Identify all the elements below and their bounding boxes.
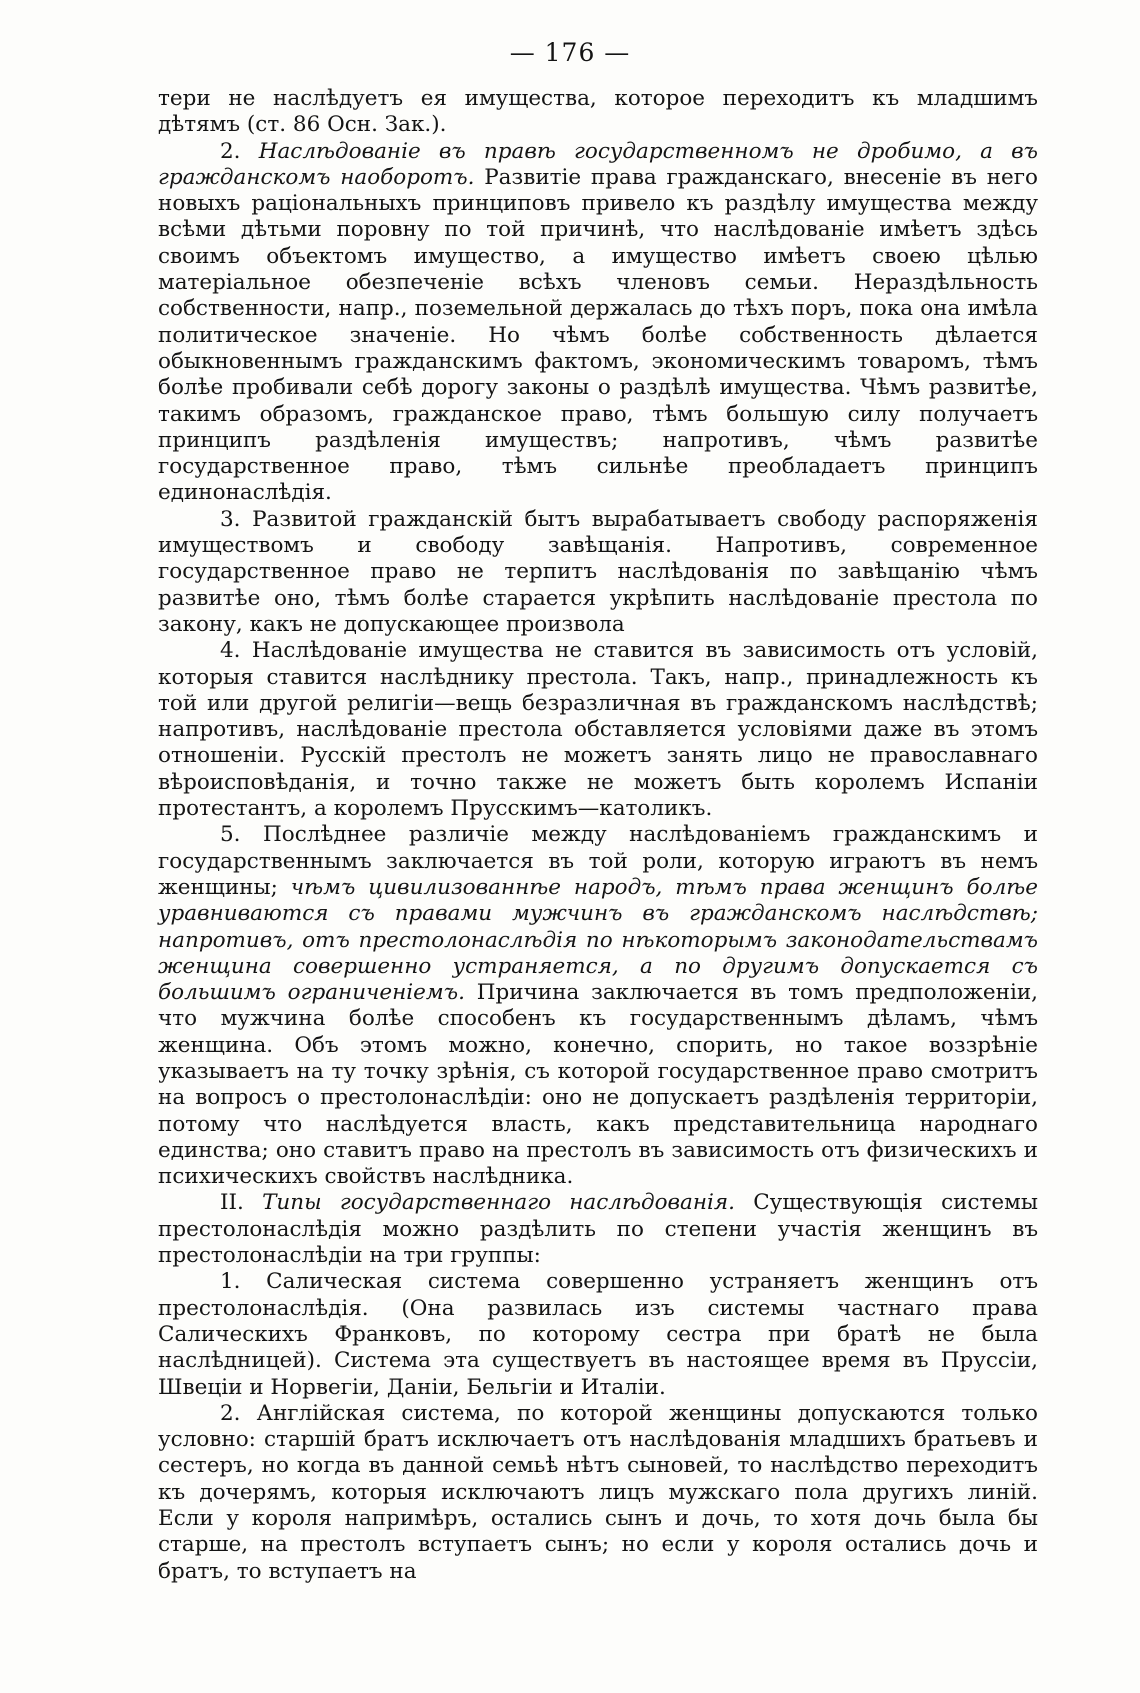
- paragraph-5-text-b: Причина заключается въ томъ предположеніи, что мужчина болѣе способенъ къ государственнымъ дѣламъ, чѣмъ женщина. Объ этомъ можно, конечно, спорить, но такое воззрѣніе указываетъ на ту точку зрѣнія, съ которой государственное право смотритъ на вопросъ о престолонаслѣдіи: оно не допускаетъ раздѣленія территоріи, потому что наслѣдуется власть, какъ представительница народнаго единства; оно ставитъ право на престолъ въ зависимость отъ физическихъ и психическихъ свойствъ наслѣдника.: [158, 980, 1038, 1190]
- paragraph-2-text: Развитіе права гражданскаго, внесеніе въ него новыхъ раціональныхъ принциповъ привело къ раздѣлу имущества между всѣми дѣтьми поровну по той причинѣ, что наслѣдованіе имѣетъ здѣсь своимъ объектомъ имущество, а имущество имѣетъ своею цѣлью матеріальное обезпеченіе всѣхъ членовъ семьи. Нераздѣльность собственности, напр., поземельной держалась до тѣхъ поръ, пока она имѣла политическое значеніе. Но чѣмъ болѣе собственность дѣлается обыкновеннымъ гражданскимъ фактомъ, экономическимъ товаромъ, тѣмъ болѣе пробивали себѣ дорогу законы о раздѣлѣ имущества. Чѣмъ развитѣе, такимъ образомъ, гражданское право, тѣмъ большую силу получаетъ принципъ раздѣленія имуществъ; напротивъ, чѣмъ развитѣе государственное право, тѣмъ сильнѣе преобладаетъ принципъ единонаслѣдія.: [158, 164, 1038, 506]
- section-ii-heading: Типы государственнаго наслѣдованія.: [262, 1190, 735, 1216]
- paragraph-3: 3. Развитой гражданскій бытъ вырабатываетъ свободу распоряженія имуществомъ и свободу завѣщанія. Напротивъ, современное государственное право не терпитъ наслѣдованія по завѣщанію чѣмъ развитѣе оно, тѣмъ болѣе старается укрѣпить наслѣдованіе престола по закону, какъ не допускающее произвола: [158, 506, 1038, 637]
- list-item-english: 2. Англійская система, по которой женщины допускаются только условно: старшій братъ исключаетъ отъ наслѣдованія младшихъ братьевъ и сестеръ, но когда въ данной семьѣ нѣтъ сыновей, то наслѣдство переходитъ къ дочерямъ, которыя исключаютъ лицъ мужскаго пола другихъ линій. Если у короля напримѣръ, остались сынъ и дочь, то хотя дочь была бы старше, на престолъ вступаетъ сынъ; но если у короля остались дочь и братъ, то вступаетъ на: [158, 1400, 1038, 1584]
- paragraph-4: 4. Наслѣдованіе имущества не ставится въ зависимость отъ условій, которыя ставится наслѣднику престола. Такъ, напр., принадлежность къ той или другой религіи—вещь безразличная въ гражданскомъ наслѣдствѣ; напротивъ, наслѣдованіе престола обставляется условіями даже въ этомъ отношеніи. Русскій престолъ не можетъ занять лицо не православнаго вѣроисповѣданія, и точно также не можетъ быть королемъ Испаніи протестантъ, а королемъ Прусскимъ—католикъ.: [158, 638, 1038, 822]
- paragraph-5-text-a: 5. Послѣднее различіе между наслѣдованіемъ гражданскимъ и государственнымъ заключается въ той роли, которую играютъ въ немъ женщины;: [158, 822, 1038, 900]
- section-ii-number: II.: [220, 1190, 244, 1216]
- page-number: — 176 —: [509, 38, 631, 67]
- paragraph-5: [158, 822, 1038, 1190]
- paragraph-2: [158, 139, 1038, 507]
- section-ii-text: Существующія системы престолонаслѣдія можно раздѣлить по степени участія женщинъ въ престолонаслѣдіи на три группы:: [158, 1190, 1038, 1269]
- page-body: [158, 86, 1038, 1585]
- section-ii: [158, 1190, 1038, 1269]
- paragraph-2-number: 2.: [220, 138, 241, 164]
- paragraph-2-heading: Наслѣдованіе въ правѣ государственномъ не дробимо, а въ гражданскомъ наоборотъ.: [158, 138, 1038, 190]
- list-item-salic: 1. Салическая система совершенно устраняетъ женщинъ отъ престолонаслѣдія. (Она развилась изъ системы частнаго права Салическихъ Франковъ, по которому сестра при братѣ не была наслѣдницей). Система эта существуетъ въ настоящее время въ Пруссіи, Швеціи и Норвегіи, Даніи, Бельгіи и Италіи.: [158, 1269, 1038, 1400]
- paragraph-5-italic: чѣмъ цивилизованнѣе народъ, тѣмъ права женщинъ болѣе уравниваются съ правами мужчинъ въ гражданскомъ наслѣдствѣ; напротивъ, отъ престолонаслѣдія по нѣкоторымъ законодательствамъ женщина совершенно устраняется, а по другимъ допускается съ большимъ ограниченіемъ.: [158, 874, 1038, 1006]
- paragraph-continuation: тери не наслѣдуетъ ея имущества, которое переходитъ къ младшимъ дѣтямъ (ст. 86 Осн. Зак.).: [158, 86, 1038, 138]
